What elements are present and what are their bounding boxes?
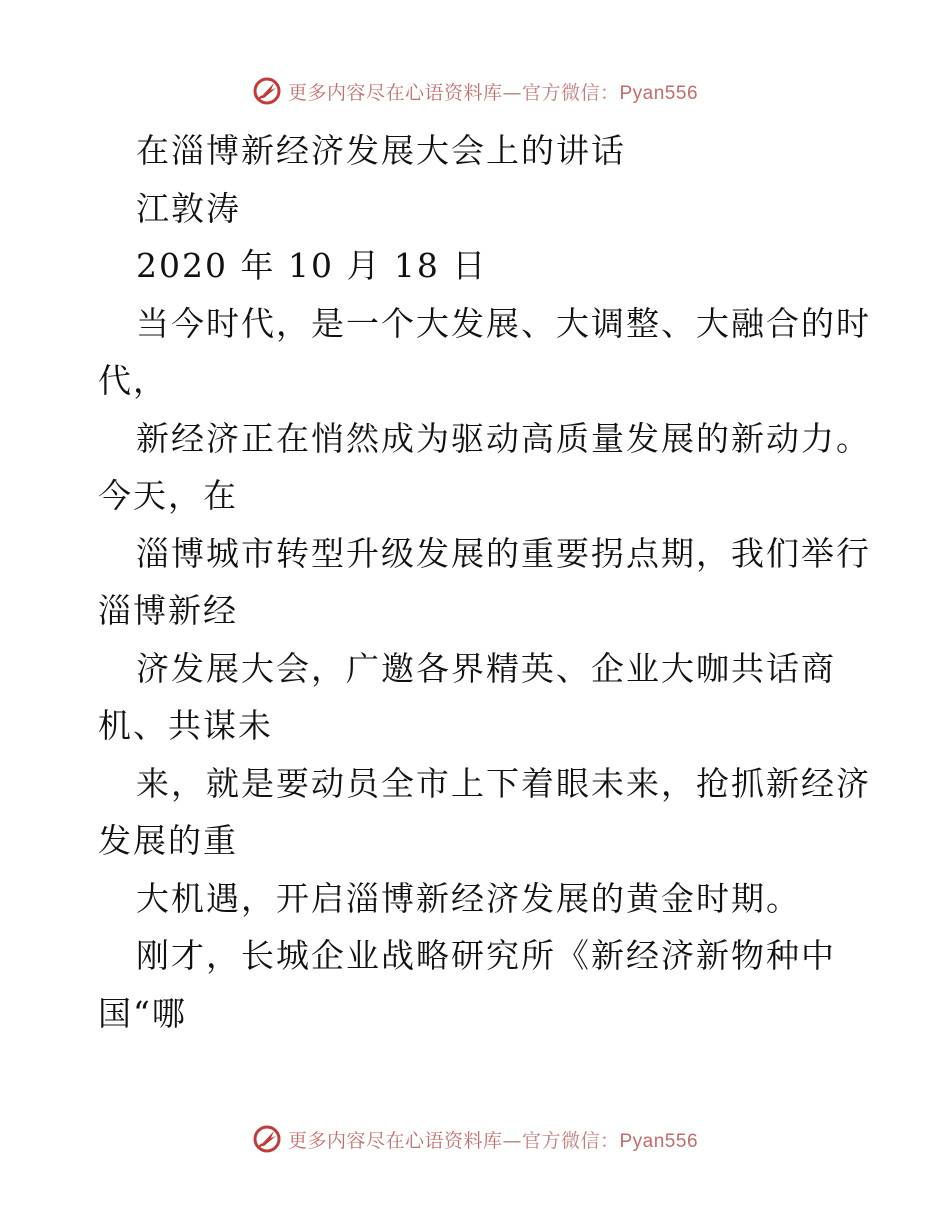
quill-logo-icon [252, 76, 282, 106]
text-line: 2020 年 10 月 18 日 [136, 246, 488, 285]
watermark-text: 更多内容尽在心语资料库—官方微信：Pyan556 [287, 1129, 699, 1152]
text-line: 淄博新经 [98, 591, 238, 630]
text-line: 淄博城市转型升级发展的重要拐点期，我们举行 [136, 533, 871, 573]
footer-watermark [0, 1119, 950, 1159]
text-line: 江敦涛 [136, 188, 241, 228]
text-line: 代， [98, 361, 168, 400]
text-line: 在淄博新经济发展大会上的讲话 [136, 131, 626, 170]
text-line: 今天，在 [98, 476, 238, 515]
text-line: 刚才，长城企业战略研究所《新经济新物种中 [136, 936, 836, 975]
watermark-text: 更多内容尽在心语资料库—官方微信：Pyan556 [287, 81, 699, 104]
text-line: 济发展大会，广邀各界精英、企业大咖共话商 [136, 648, 836, 688]
text-line: 机、共谋未 [98, 706, 273, 745]
header-watermark [0, 71, 950, 111]
text-line: 大机遇，开启淄博新经济发展的黄金时期。 [136, 878, 801, 918]
text-line: 新经济正在悄然成为驱动高质量发展的新动力。 [136, 418, 871, 458]
text-line: 发展的重 [98, 821, 238, 860]
quill-logo-icon [252, 1124, 282, 1154]
text-line: 来，就是要动员全市上下着眼未来，抢抓新经济 [136, 763, 871, 803]
text-line: 当今时代，是一个大发展、大调整、大融合的时 [136, 303, 871, 343]
document-body [98, 122, 871, 1042]
text-line: 国“哪 [98, 993, 187, 1033]
